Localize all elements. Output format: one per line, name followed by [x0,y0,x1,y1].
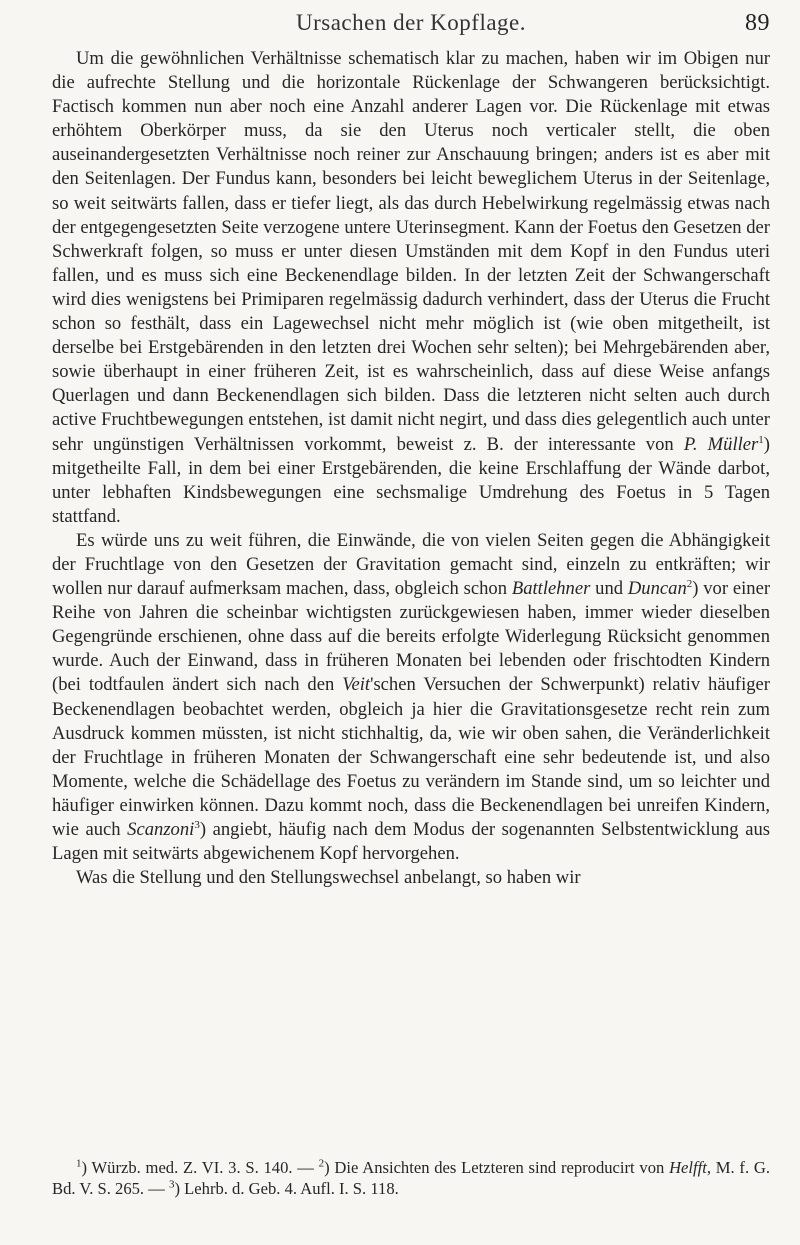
author-name: P. Müller [683,433,759,455]
text-run: und [590,578,628,600]
text-run: Um die gewöhnlichen Verhältnisse schematisch klar zu machen, haben wir im Obigen nur die aufrechte Stellung und die horizontale Rückenlage der Schwangeren berücksichtigt. Factisch kommen nun aber noch eine Anzahl anderer Lagen vor. Die Rückenlage mit etwas erhöhtem Oberkörper muss, da sie den Uterus noch verticaler stellt, die oben auseinandergesetzten Verhältnisse noch reiner zur Anschauung bringen; anders ist es aber mit den Seitenlagen. Der Fundus kann, besonders bei leicht beweglichem Uterus in der Seitenlage, so weit seitwärts fallen, dass er tiefer liegt, als das durch Hebelwirkung regelmässig etwas nach der entgegengesetzten Seite verzogene untere Uterinsegment. Kann der Foetus den Gesetzen der Schwerkraft folgen, so muss er unter diesen Umständen mit dem Kopf in den Fundus uteri fallen, und es muss sich eine Beckenendlage bilden. In der letzten Zeit der Schwangerschaft wird dies wenigstens bei Primiparen regelmässig dadurch verhindert, dass der Uterus die Frucht schon so festhält, dass ein Lagewechsel nicht mehr möglich ist (wie oben mitgetheilt, ist derselbe bei Erstgebärenden in den letzten drei Wochen sehr selten); bei Mehrgebärenden aber, sowie überhaupt in einer früheren Zeit, ist es wahrscheinlich, dass auf diese Weise anfangs Querlagen und dann Beckenendlagen sich bilden. Dass die letzteren nicht selten auch durch active Fruchtbewegungen entstehen, ist damit nicht negirt, und dass dies gelegentlich auch unter sehr ungünstigen Verhältnissen vorkommt, beweist z. B. der interessante von [52,48,770,455]
footnote-marker: 3 [168,1178,175,1191]
text-run: ) Würzb. med. Z. VI. 3. S. 140. — [81,1158,319,1177]
author-name: Helfft [669,1158,707,1177]
paragraph [52,529,770,866]
author-name: Duncan [627,578,687,600]
footnote-marker: 1 [76,1157,82,1170]
footnotes [52,1157,770,1199]
text-run: ) vor einer Reihe von Jahren die scheinbar wichtigsten zurückgewiesen haben, immer wieder dieselben Gegengründe erschienen, ohne dass auf die bereits erfolgte Widerlegung Rücksicht genommen wurde. Auch der Einwand, dass in früheren Monaten bei lebenden oder frischtodten Kindern (bei todtfaulen ändert sich nach den [52,578,771,696]
text-run: 'schen Versuchen der Schwerpunkt) relativ häufiger Beckenendlagen beobachtet werden, obgleich ja hier die Gravitationsgesetze recht rein zum Ausdruck kommen müssten, ist nicht stichhaltig, da, wie wir oben sahen, die Veränderlichkeit der Fruchtlage in früheren Monaten der Schwangerschaft eine sehr bedeutende ist, und also Momente, welche die Schädellage des Foetus zu verändern im Stande sind, um so leichter und häufiger einwirken können. Dazu kommt noch, dass die Beckenendlagen bei unreifen Kindern, wie auch [52,674,770,840]
page-number: 89 [745,10,770,36]
author-name: Veit [342,674,371,696]
text-run: Es würde uns zu weit führen, die Einwände, die von vielen Seiten gegen die Abhängigkeit der Fruchtlage von den Gesetzen der Gravitation gemacht sind, einzeln zu entkräften; wir wollen nur darauf aufmerksam machen, dass, obgleich schon [52,529,770,600]
text-run: ) angiebt, häufig nach dem Modus der sogenannten Selbstentwicklung aus Lagen mit seitwärts abgewichenem Kopf hervorgehen. [52,819,770,865]
text-run: ) mitgetheilte Fall, in dem bei einer Erstgebärenden, die keine Erschlaffung der Wände darbot, unter lebhaften Kindsbewegungen eine sechsmalige Umdrehung des Foetus in 5 Tagen stattfand. [52,433,770,527]
author-name: Scanzoni [127,819,195,840]
text-run: ) Lehrb. d. Geb. 4. Aufl. I. S. 118. [174,1179,399,1198]
author-name: Battlehner [511,578,591,600]
main-text [52,47,770,890]
paragraph [52,47,770,529]
paragraph [52,866,770,890]
text-run: Was die Stellung und den Stellungswechsel anbelangt, so haben wir [76,867,581,889]
text-run: , M. f. G. Bd. V. S. 265. — [52,1158,770,1198]
footnote-marker: 3 [194,818,200,831]
footnote-marker: 2 [318,1157,325,1170]
page-header [52,6,770,42]
footnote-marker: 1 [758,433,764,446]
text-run: ) Die Ansichten des Letzteren sind reproducirt von [324,1158,670,1177]
footnote-line [52,1157,770,1199]
running-title: Ursachen der Kopflage. [295,10,527,35]
footnote-marker: 2 [686,577,693,590]
